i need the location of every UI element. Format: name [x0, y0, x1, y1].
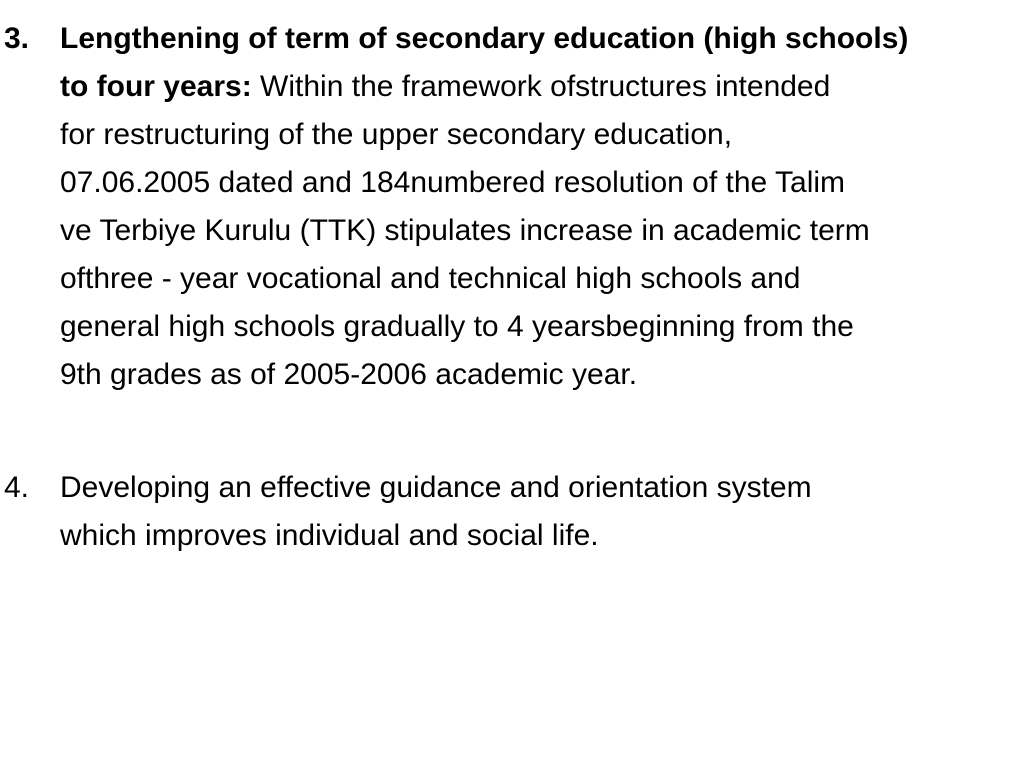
list-number: 4. — [4, 471, 30, 504]
text-line — [60, 159, 1024, 207]
normal-text: Within the framework ofstructures intended — [251, 70, 831, 103]
normal-text: 9th grades as of 2005-2006 academic year. — [60, 358, 638, 391]
text-line — [60, 255, 1024, 303]
text-line — [60, 63, 1024, 111]
text-line — [60, 351, 1024, 399]
list-item-text — [60, 464, 1024, 560]
normal-text: ve Terbiye Kurulu (TTK) stipulates increase in academic term — [60, 214, 870, 247]
text-line — [60, 303, 1024, 351]
text-line: Developing an effective guidance and orientation system — [60, 471, 812, 504]
list-number: 3. — [4, 22, 30, 55]
text-line: which improves individual and social life. — [60, 519, 599, 552]
list-item-text — [60, 15, 1024, 399]
list-item-4 — [0, 464, 1024, 560]
bold-text: Lengthening of term of secondary education (high schools) — [60, 22, 909, 55]
normal-text: for restructuring of the upper secondary education, — [60, 118, 733, 151]
text-line — [60, 15, 1024, 63]
bold-text: to four years: — [60, 70, 252, 103]
normal-text: general high schools gradually to 4 yearsbeginning from the — [60, 310, 854, 343]
list-item-3 — [0, 15, 1024, 399]
text-line — [60, 111, 1024, 159]
normal-text: 07.06.2005 dated and 184numbered resolution of the Talim — [60, 166, 846, 199]
text-line — [60, 207, 1024, 255]
normal-text: ofthree - year vocational and technical high schools and — [60, 262, 801, 295]
